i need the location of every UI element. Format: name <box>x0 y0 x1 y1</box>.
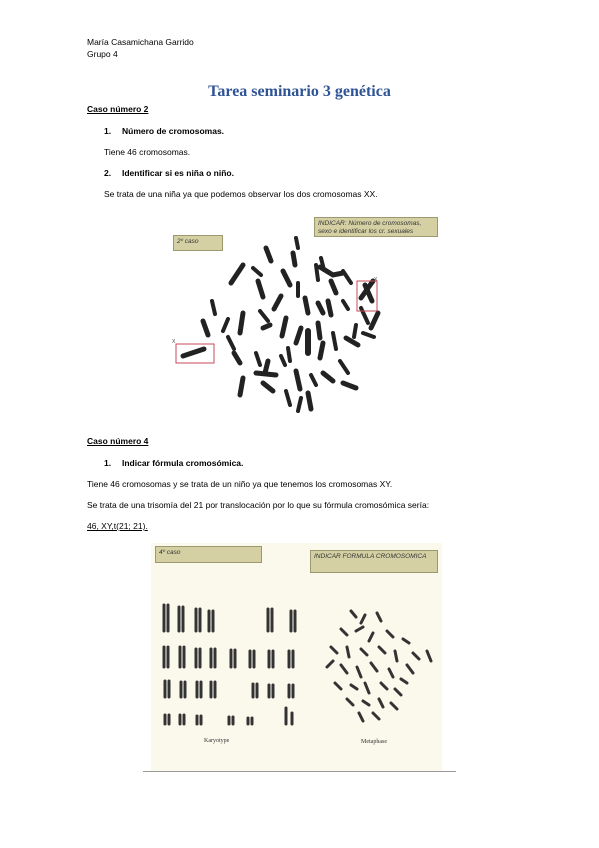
case2-metaphase-figure <box>168 213 440 424</box>
case4-karyotype-figure <box>151 543 442 771</box>
karyotype-graphic <box>151 543 442 771</box>
case4-figure-instruction: INDICAR FORMULA CROMOSOMICA <box>310 550 438 573</box>
case2-q2-answer: Se trata de una niña ya que podemos observar los dos cromosomas XX. <box>104 189 378 199</box>
figure-divider <box>143 771 456 772</box>
case2-figure-instruction: INDICAR: Número de cromosomas, sexo e identificar los cr. sexuales <box>314 217 438 237</box>
case4-formula: 46, XY,t(21; 21). <box>87 521 148 531</box>
case4-heading: Caso número 4 <box>87 436 149 446</box>
case4-figure-case-label: 4º caso <box>155 546 262 563</box>
author-name: María Casamichana Garrido <box>87 37 194 47</box>
chromosome-spread-graphic <box>168 213 440 424</box>
metaphase-caption: Metaphase <box>361 739 387 745</box>
case4-q1-number: 1. <box>104 458 112 468</box>
case2-q2-number: 2. <box>104 168 112 178</box>
case2-q2-label: Identificar si es niña o niño. <box>122 168 234 178</box>
case4-line2: Se trata de una trisomía del 21 por translocación por lo que su fórmula cromosómica sería: <box>87 500 430 510</box>
document-title: Tarea seminario 3 genética <box>208 83 391 100</box>
case2-heading: Caso número 2 <box>87 104 149 114</box>
case2-q1-answer: Tiene 46 cromosomas. <box>104 147 191 157</box>
case4-line1: Tiene 46 cromosomas y se trata de un niño ya que tenemos los cromosomas XY. <box>87 479 393 489</box>
case2-marker-right: X <box>374 277 378 283</box>
case2-marker-left: X <box>172 339 176 345</box>
case2-figure-case-label: 2º caso <box>173 235 223 251</box>
case2-q1-number: 1. <box>104 126 112 136</box>
case2-q1-label: Número de cromosomas. <box>122 126 225 136</box>
group-label: Grupo 4 <box>87 49 118 59</box>
case4-q1-label: Indicar fórmula cromosómica. <box>122 458 244 468</box>
karyotype-caption: Karyotype <box>204 738 230 744</box>
